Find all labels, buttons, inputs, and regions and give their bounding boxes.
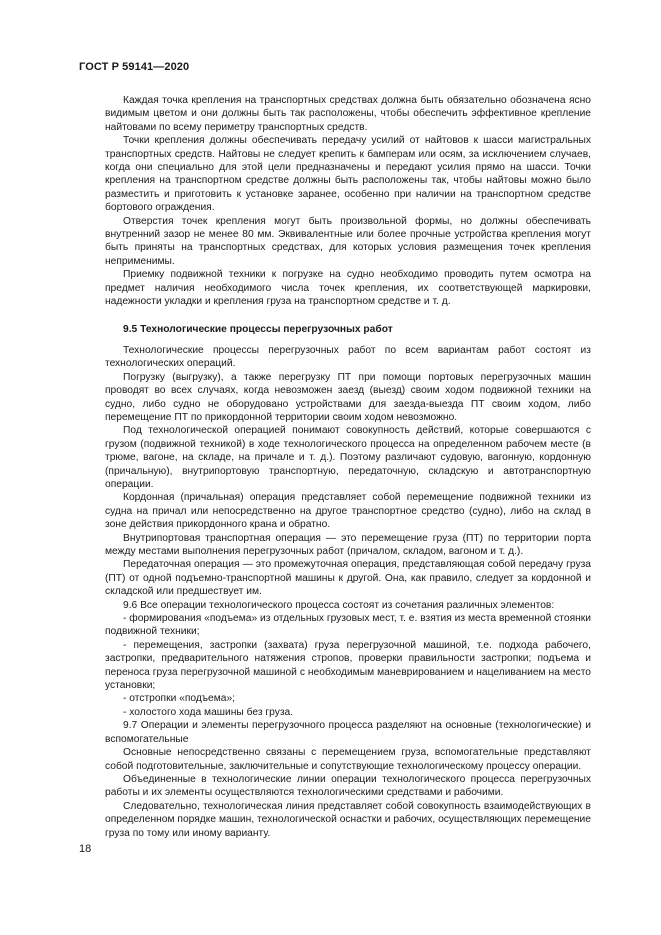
paragraph: Основные непосредственно связаны с перемещением груза, вспомогательные представляют собой подготовительные, заключительные и сопутствующие технологическому процессу операции. bbox=[105, 747, 591, 772]
paragraph: Следовательно, технологическая линия представляет собой совокупность взаимодействующих в определенном порядке машин, технологической оснастки и рабочих, осуществляющих перемещение груза по тому или иному варианту. bbox=[105, 800, 591, 839]
paragraph: Технологические процессы перегрузочных работ по всем вариантам работ состоят из технологических операций. bbox=[105, 344, 591, 370]
paragraph: Кордонная (причальная) операция представляет собой перемещение подвижной техники из судна на причал или непосредственно на другое транспортное средство (судно), либо на склад в зоне действия прикордонного крана и обратно. bbox=[105, 492, 591, 531]
page-number: 18 bbox=[79, 843, 92, 855]
list-item: - отстропки «подъема»; bbox=[123, 693, 236, 705]
paragraph: Каждая точка крепления на транспортных средствах должна быть обязательно обозначена ясно видимым цветом и они должны быть так расположены, чтобы обеспечить эффективное крепление найтовами по всему периметру транспортных средств. bbox=[105, 95, 591, 133]
paragraph: 9.7 Операции и элементы перегрузочного процесса разделяют на основные (технологические) и вспомогательные bbox=[105, 720, 591, 745]
paragraph: 9.6 Все операции технологического процесса состоят из сочетания различных элементов: bbox=[123, 599, 555, 611]
page-content bbox=[105, 94, 591, 840]
section-heading: 9.5 Технологические процессы перегрузочных работ bbox=[123, 323, 393, 335]
paragraph: Приемку подвижной техники к погрузке на судно необходимо проводить путем осмотра на предмет наличия необходимого числа точек крепления, их соответствующей маркировки, надежности укладки и крепления груза на транспортном средстве и т. д. bbox=[105, 269, 591, 308]
paragraph: Передаточная операция — это промежуточная операция, представляющая собой передачу груза (ПТ) от одной подъемно-транспортной машины к другой. Она, как правило, следует за кордонной и складской или предшествует им. bbox=[105, 559, 591, 598]
document-standard-id: ГОСТ Р 59141—2020 bbox=[79, 61, 190, 73]
list-item: - холостого хода машины без груза. bbox=[123, 706, 294, 718]
paragraph: Точки крепления должны обеспечивать передачу усилий от найтовов к шасси магистральных транспортных средств. Найтовы не следует крепить к бамперам или осям, за исключением случаев, когда они специально для этой цели предназначены и передают усилия прямо на шасси. Точки крепления на транспортном средстве должны быть расположены так, чтобы найтовы можно было разместить и приготовить к установке заранее, особенно при наличии на транспортном средстве бортового ограждения. bbox=[105, 135, 591, 214]
list-item: - формирования «подъема» из отдельных грузовых мест, т. е. взятия из места временной стоянки подвижной техники; bbox=[105, 613, 591, 638]
paragraph: Погрузку (выгрузку), а также перегрузку ПТ при помощи портовых перегрузочных машин проводят во всех случаях, когда невозможен заезд (выезд) своим ходом подвижной техники на судно, либо судно не оборудовано устройствами для заезда-выезда ПТ своим ходом, либо перемещение ПТ по прикордонной территории своим ходом невозможно. bbox=[105, 371, 591, 423]
paragraph: Внутрипортовая транспортная операция — это перемещение груза (ПТ) по территории порта между местами выполнения перегрузочных работ (причалом, складом, вагоном и т. д.). bbox=[105, 532, 591, 557]
paragraph: Отверстия точек крепления могут быть произвольной формы, но должны обеспечивать внутренний зазор не менее 80 мм. Эквивалентные или более прочные устройства крепления могут быть приняты на транспортных средствах, для которых условия размещения точек крепления неприменимы. bbox=[105, 215, 591, 267]
list-item: - перемещения, застропки (захвата) груза перегрузочной машиной, т.е. подхода рабочего, застропки, предварительного натяжения стропов, проверки правильности застропки; подъема и переноса груза перегрузочной машиной с необходимым маневрированием и нацеливанием на место установки; bbox=[105, 639, 591, 692]
paragraph: Под технологической операцией понимают совокупность действий, которые совершаются с грузом (подвижной техникой) в ходе технологического процесса на определенном рабочем месте (в трюме, вагоне, на складе, на причале и т. д.). Поэтому различают судовую, вагонную, кордонную (причальную), внутрипортовую транспортную, передаточную, складскую и автотранспортную операции. bbox=[105, 425, 591, 490]
paragraph: Объединенные в технологические линии операции технологического процесса перегрузочных работы и их элементы осуществляются технологическими средствами и рабочими. bbox=[105, 773, 591, 799]
